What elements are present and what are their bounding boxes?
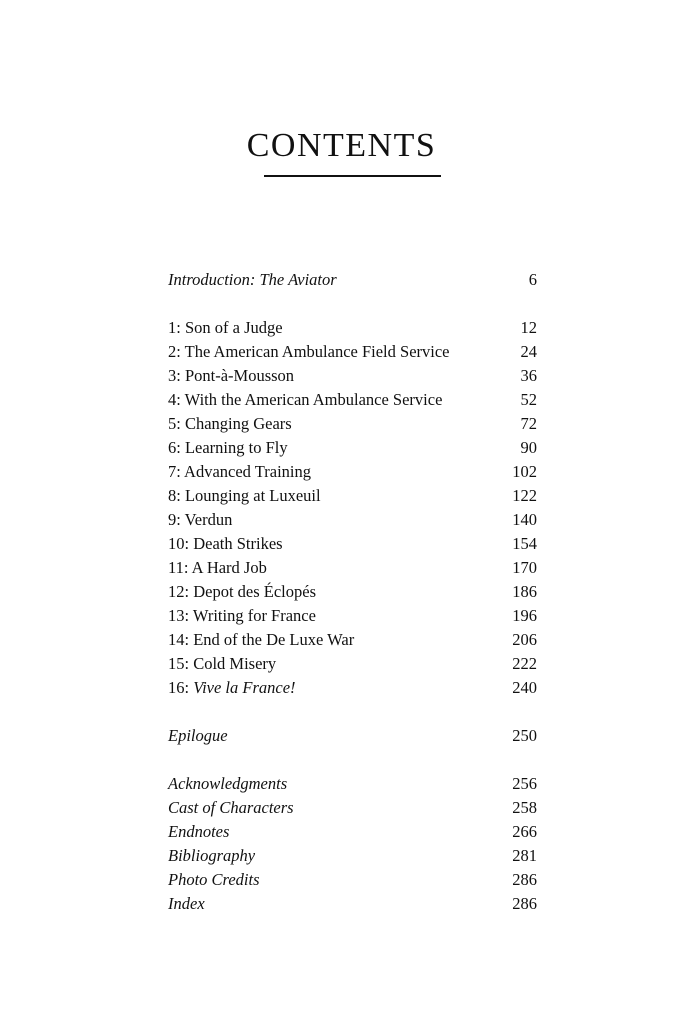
toc-entry-cast-of-characters[interactable] <box>168 796 537 820</box>
toc-entry-label: 7: Advanced Training <box>168 462 311 481</box>
toc-entry-label: 4: With the American Ambulance Service <box>168 390 443 409</box>
toc-entry-chapter-4[interactable] <box>168 388 537 412</box>
toc-entry-chapter-12[interactable] <box>168 580 537 604</box>
toc-entry-label <box>168 676 296 700</box>
toc-entry-label: 6: Learning to Fly <box>168 438 288 457</box>
toc-entry-page: 102 <box>512 462 537 481</box>
toc-entry-label: Index <box>168 894 205 913</box>
toc-entry-chapter-10[interactable] <box>168 532 537 556</box>
toc-entry-label: 1: Son of a Judge <box>168 318 283 337</box>
toc-entry-label: 8: Lounging at Luxeuil <box>168 486 321 505</box>
toc-entry-label: Photo Credits <box>168 870 260 889</box>
toc-entry-page: 222 <box>512 654 537 673</box>
toc-entry-chapter-8[interactable] <box>168 484 537 508</box>
toc-entry-chapter-3[interactable] <box>168 364 537 388</box>
toc-entry-label: Bibliography <box>168 846 256 865</box>
toc-entry-page: 6 <box>528 270 537 289</box>
toc-entry-page: 250 <box>512 726 537 745</box>
toc-entry-chapter-11[interactable] <box>168 556 537 580</box>
toc-entry-label: 11: A Hard Job <box>168 558 267 577</box>
toc-entry-label-italic: Vive la France! <box>193 678 296 697</box>
toc-entry-bibliography[interactable] <box>168 844 537 868</box>
toc-entry-epilogue[interactable] <box>168 724 537 748</box>
toc-entry-page: 72 <box>520 414 537 433</box>
toc-entry-chapter-16[interactable] <box>168 676 537 700</box>
toc-entry-label: Epilogue <box>168 726 228 745</box>
toc-entry-label: 12: Depot des Éclopés <box>168 582 317 601</box>
toc-entry-page: 140 <box>512 510 537 529</box>
toc-entry-page: 281 <box>512 846 537 865</box>
toc-entry-page: 186 <box>512 582 537 601</box>
toc-entry-chapter-9[interactable] <box>168 508 537 532</box>
toc-entry-page: 36 <box>520 366 537 385</box>
toc-entry-label: 2: The American Ambulance Field Service <box>168 342 450 361</box>
toc-entry-page: 206 <box>512 630 537 649</box>
toc-entry-chapter-6[interactable] <box>168 436 537 460</box>
toc-entry-page: 266 <box>512 822 537 841</box>
toc-entry-label: 13: Writing for France <box>168 606 316 625</box>
toc-entry-label: 14: End of the De Luxe War <box>168 630 355 649</box>
toc-entry-chapter-2[interactable] <box>168 340 537 364</box>
toc-entry-label: Acknowledgments <box>168 774 288 793</box>
toc-entry-page: 122 <box>512 486 537 505</box>
toc-entry-page: 12 <box>520 318 537 337</box>
toc-entry-label: 15: Cold Misery <box>168 654 277 673</box>
toc-entry-page: 258 <box>512 798 537 817</box>
toc-entry-introduction[interactable] <box>168 268 537 292</box>
toc-entry-chapter-7[interactable] <box>168 460 537 484</box>
title-underline <box>264 175 441 177</box>
toc-entry-label-prefix: 16: <box>168 678 194 697</box>
toc-entry-chapter-5[interactable] <box>168 412 537 436</box>
toc-entry-index[interactable] <box>168 892 537 916</box>
toc-entry-label: 5: Changing Gears <box>168 414 292 433</box>
toc-entry-page: 256 <box>512 774 537 793</box>
toc-entry-label: 10: Death Strikes <box>168 534 283 553</box>
toc-entry-page: 154 <box>512 534 537 553</box>
toc-entry-photo-credits[interactable] <box>168 868 537 892</box>
toc-entry-page: 286 <box>512 870 537 889</box>
toc-entry-chapter-15[interactable] <box>168 652 537 676</box>
toc-entry-label: Introduction: The Aviator <box>168 270 337 289</box>
toc-entry-label: 9: Verdun <box>168 510 233 529</box>
toc-entry-page: 90 <box>520 438 537 457</box>
toc-entry-endnotes[interactable] <box>168 820 537 844</box>
toc-entry-label: Cast of Characters <box>168 798 294 817</box>
toc-entry-chapter-13[interactable] <box>168 604 537 628</box>
toc-entry-page: 170 <box>512 558 537 577</box>
toc-entry-page: 52 <box>520 390 537 409</box>
page-title: CONTENTS <box>246 127 437 164</box>
toc-entry-label: Endnotes <box>168 822 230 841</box>
toc-entry-page: 286 <box>512 894 537 913</box>
toc-entry-chapter-1[interactable] <box>168 316 537 340</box>
toc-entry-chapter-14[interactable] <box>168 628 537 652</box>
toc-entry-page: 24 <box>520 342 537 361</box>
toc-entry-page: 196 <box>512 606 537 625</box>
toc-entry-page: 240 <box>512 678 537 697</box>
toc-entry-label: 3: Pont-à-Mousson <box>168 366 295 385</box>
toc-entry-acknowledgments[interactable] <box>168 772 537 796</box>
